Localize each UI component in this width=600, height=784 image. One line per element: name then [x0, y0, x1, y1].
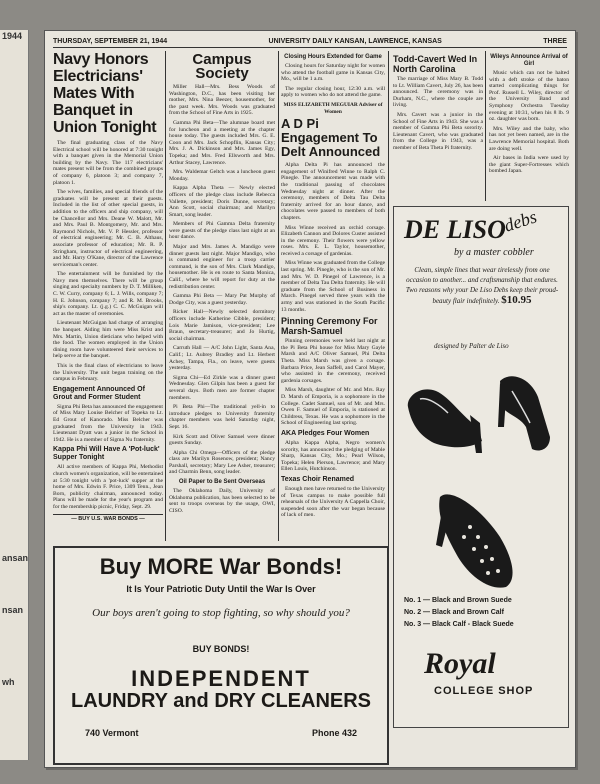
- article-text: The wives, families, and special friends of the graduates will be present at their guests. Included in the list of other special guests, in addition to the officers and ship company, will be Chancellor and Mrs. Deane W. Malott, Mr. and Mrs. Paul B. Montgomery, Mr. and Mrs. Raymond Nichols, Mr. V. P. Hessler, professor of electrical engineering; Mr. C. B. Althaus, associate professor of education; Mr. R. P. Stringham, instructor of electrical engineering, and Mr. Harry O'Kane, director of the Lawrence serviceman's center.: [53, 189, 163, 268]
- article-text: Alpha Kappa Alpha, Negro women's sorority, has announced the pledging of Mable Sharp, Kansas City, Mo.; Pearl Wilson, Topeka; Helen Pierson, Lawrence; and Mary Ellen Louis, Hutchinson.: [281, 439, 385, 473]
- article-text: The entertainment will be furnished by the Navy men themselves. There will be group singing and specialty numbers by D. T. Milliken, C. W. Curry, company 6; L. J. Wills, company 7; H. E. Johnson, company 7; and R. M. Brooks, ship's company. Lt. (j.g.) C. C. McGuigan will act as the master of ceremonies.: [53, 271, 163, 317]
- article-text: Enough men have returned to the University of Texas campus to make possible full rehearsals of the University A Cappella Choir, suspended soon after the war began because of lack of men.: [281, 485, 385, 519]
- headline-texas: Texas Choir Renamed: [281, 475, 355, 483]
- article-text: Mrs. Waldemar Geltch was a luncheon guest Monday.: [169, 169, 275, 182]
- article-text: Kirk Scott and Oliver Samuel were dinner guests Sunday.: [169, 433, 275, 447]
- ad-style-list: [404, 595, 564, 631]
- ad-copy: [402, 265, 562, 306]
- article-text: Sigma Chi—Ed Zirkle was a dinner guest Wednesday. Glen Gilpin has been a guest for several days. Both men are former chapter members.: [169, 374, 275, 401]
- headline-kappa-phi: Kappa Phi Will Have A 'Pot-luck' Supper Tonight: [53, 446, 160, 462]
- article-text: Mrs. Cavert was a junior in the School of Fine Arts in 1943. She was a member of Gamma Phi Beta sorority. Lieutenant Cavert, who was graduated from the College in 1943, was a member of Beta Theta Pi fraternity.: [393, 111, 483, 151]
- article-text: The final graduating class of the Navy Electrical school will be honored at 7:30 tonight with a banquet given in the Memorial Union building by the Navy. The 117 electricians' mates present will be from the combined groups of company 6, platoon 3; and company 7, platoon 1.: [53, 140, 163, 186]
- war-bonds-ad: [53, 546, 389, 765]
- article-text: Mrs. Wiley and the baby, who has not yet been named, are in the Lawrence Memorial hospital. Both are doing well.: [489, 125, 569, 152]
- article-text: Alpha Chi Omega—Officers of the pledge class are Marilyn Rosenow, president; Nancy Parshall, secretary; Mary Lee Asher, treasurer; and Charmin Benn, song leader.: [169, 449, 275, 476]
- ad-copy-text: Clean, simple lines that wear tirelessly from one occasion to another... and craftsmanship that endures. Two reasons why your De Liso Debs keep their proud-beauty flair indefinitely.: [405, 266, 559, 305]
- bond-ad-company: INDEPENDENT: [131, 666, 311, 691]
- article-text: The Oklahoma Daily, University of Oklahoma publication, has been selected to be sent to troops overseas by the usage, OWI, CISO.: [169, 488, 275, 514]
- article-text: Gamma Phi Beta — Mary Pat Murphy of Dodge City, was a guest yesterday.: [169, 293, 275, 306]
- masthead: [53, 35, 567, 48]
- article-text: Miss Winne received an orchid corsage. Elizabeth Cannon and Dolores Custer assisted in the ceremony. Their flowers were yellow roses. Mrs. E. L. Taylor, housemother, received a corsage of gardenias.: [281, 224, 385, 257]
- headline-engagement: Engagement Announced Of Grout and Former Student: [53, 385, 145, 401]
- article-text: Lieutenant McGuigan had charge of arranging the banquet. Aiding him were Miss Krist and Mrs. Martin, Union dieticians who helped with the food. The women employed in the Union dining room have volunteered their services to help serve at the banquet.: [53, 320, 163, 360]
- ad-style-item: No. 1 — Black and Brown Suede: [404, 597, 512, 604]
- bond-ad-headline: Buy MORE War Bonds!: [99, 554, 343, 579]
- ad-tagline: by a master cobbler: [454, 247, 534, 258]
- article-text: Kappa Alpha Theta — Newly elected officers of the pledge class include Rebecca Vallette, president; Doris Dunne, secretary; Ann Scott, social chairman; and Marilyn Smart, song leader.: [169, 185, 275, 218]
- war-bonds-slug: — BUY U.S. WAR BONDS —: [53, 514, 163, 523]
- article-text: Miss Marsh, daughter of Mr. and Mrs. Ray D. Marsh of Emporia, is a sophomore in the College. Cadet Samuel, son of Mr. and Mrs. Owen F. Samuel of Emporia, is stationed at Childress, Texas. He was a sophomore in the School of Engineering last spring.: [281, 387, 385, 427]
- ad-style-item: No. 3 — Black Calf - Black Suede: [404, 621, 514, 628]
- headline-adpi: A D Pi Engagement To Delt Announced: [281, 116, 381, 160]
- headline-navy: Navy Honors Electricians' Mates With Banquet in Union Tonight: [53, 51, 157, 136]
- article-text: All active members of Kappa Phi, Methodist church women's organization, will be entertained at 5:30 tonight with a 'pot-luck' supper at the home of Mrs. Edwin F. Price, 1309 Tenn., Jean Born, publicity chairman, announced today. Plans will be made for the year's program and for the membership picnic, Friday, Sept. 29.: [53, 464, 163, 510]
- article-text: Sigma Phi Beta has announced the engagement of Miss Mary Louise Belcher of Topeka to Lt. Ed Grout of Kanorado. Miss Belcher was graduated from the University in 1943. Lieutenant Dyatt was a junior in the School in 1942. He is a member of Sigma Nu fraternity.: [53, 403, 163, 443]
- bond-ad-question: Our boys aren't going to stop fighting, so why should you?: [92, 607, 350, 619]
- article-text: Air bases in India were used by the giant Super-Fortresses which bombed Japan.: [489, 155, 569, 175]
- article-text: Miller Hall—Mrs. Bess Woods of Washington, D.C., has been visiting her mother, Mrs. Nina Beezer, housemother, for the past week. Mrs. Woods was graduated from the School of Fine Arts in 1925.: [169, 84, 275, 117]
- article-text: Closing hours for Saturday night for women who attend the football game in Kansas City, Mo., will be 1 a.m.: [281, 63, 385, 83]
- adjacent-page-strip: [0, 30, 29, 760]
- article-text: The regular closing hour, 12:30 a.m. will apply to women who do not attend the game.: [281, 85, 385, 99]
- bond-ad-buy: BUY BONDS!: [192, 644, 250, 654]
- ad-store-sub: COLLEGE SHOP: [434, 685, 534, 697]
- shoe-3-icon: [436, 494, 513, 587]
- article-text: Ricker Hall—Newly selected dormitory officers include Katherine Cibble, president; Lois Marie Jamison, vice-president; Lee Braun, secretary-treasurer; and Jo Hurtig, social chairman.: [169, 309, 275, 342]
- shoe-1-icon: [408, 389, 482, 453]
- column-2: [169, 51, 275, 551]
- article-text: Carruth Hall — A/C John Light, Santa Ana, Calif.; Lt. Aubrey Bradley and Lt. Herbert Achey, Tampa, Fla., on leave, were guests yesterday.: [169, 345, 275, 372]
- headline-campus-society: Campus Society: [192, 51, 252, 82]
- strip-fragment: wh: [2, 677, 15, 687]
- masthead-date: THURSDAY, SEPTEMBER 21, 1944: [53, 37, 168, 45]
- column-3: [281, 51, 385, 551]
- shoes-illustration: [400, 357, 562, 592]
- column-rule: [165, 51, 166, 541]
- bond-ad-company-sub: LAUNDRY and DRY CLEANERS: [70, 690, 372, 712]
- strip-fragment: 1944: [2, 31, 23, 41]
- headline-oil-paper: Oil Paper to Be Sent Overseas: [178, 479, 266, 486]
- bond-ad-subline: It Is Your Patriotic Duty Until the War Is Over: [126, 584, 316, 594]
- ad-debs-script: debs: [501, 206, 540, 236]
- article-text: This is the final class of electricians to leave the University. The unit began training on the campus in February.: [53, 363, 163, 383]
- ad-style-item: No. 2 — Black and Brown Calf: [404, 609, 504, 616]
- headline-closing-hours: Closing Hours Extended for Game: [284, 54, 382, 60]
- masthead-page: THREE: [543, 37, 567, 45]
- headline-todd-cavert: Todd-Cavert Wed In North Carolina: [393, 54, 478, 74]
- shoe-2-icon: [498, 376, 550, 450]
- column-rule: [485, 51, 486, 201]
- article-text: Miss Winne was graduated from the College last spring. Mr. Pinegle, who is the son of Mr. and Mrs. W. D. Pinegel of Lawrence, is a member of Delta Tau Delta fraternity. He will graduate from the School of Business in March. Pinegel served three years with the army and was stationed in the South Pacific 13 months.: [281, 260, 385, 313]
- article-text: Members of Phi Gamma Delta fraternity were guests of the pledge class last night at an hour dance.: [169, 221, 275, 241]
- signature-adviser: MISS ELIZABETH MEGUIAR Adviser of Women: [283, 101, 383, 115]
- de-liso-shoe-ad: [393, 206, 569, 728]
- ad-store-name: Royal: [424, 647, 496, 680]
- column-1: [53, 51, 163, 551]
- article-text: Alpha Delta Pi has announced the engagement of Winifred Winne to Ralph C. Pinegle. The announcement was made with the traditional passing of chocolates Wednesday night at dinner. After the ceremony, members of Delta Tau Delta fraternity arrived for an hour dance, and chocolates were passed to members of both chapters.: [281, 162, 385, 221]
- article-text: Gamma Phi Beta—The alumnae board met for luncheon and a meeting at the chapter house today. The guests included Mrs. G. E. Coon and Mrs. Jack Schopflin, Kansas City; Mrs. J. A. Dickinson and Mrs. James Egy, Topeka; and Mrs. Fred Ellsworth and Mrs. Arthur Stacey, Lawrence.: [169, 119, 275, 166]
- headline-wileys: Wileys Announce Arrival of Girl: [490, 54, 568, 67]
- column-rule: [278, 51, 279, 541]
- article-text: Major and Mrs. James A. Mandigo were dinner guests last night. Major Mandigo, who is command engineer for a troop carrier command, is the son of Mrs. Clark Mandigo, housemother. He is en route to Santa Monica, Calif., where he will report for duty at the redistribution center.: [169, 244, 275, 290]
- strip-fragment: nsan: [2, 605, 24, 615]
- newspaper-page: [44, 30, 576, 768]
- article-text: Pinning ceremonies were held last night at the Pi Beta Phi house for Miss Mary Gayle Marsh and A/C Oliver Samuel, Phi Delta Theta. Miss Marsh was given a corsage. Barbara Price, Jean Saffell, and Carol Mayer, who assisted in the ceremony, received gardenia corsages.: [281, 338, 385, 384]
- strip-fragment: ansan: [2, 553, 29, 563]
- article-text: Music which can not be halted with a deft stroke of the baton started complicating things for Prof. Russell L. Wiley, director of the University Band and Symphony Orchestra Tuesday evening at 10:31, when his 8 lb. 9 oz. daughter was born.: [489, 70, 569, 123]
- ad-designer: designed by Palter de Liso: [434, 342, 509, 350]
- article-text: Pi Beta Phi—The traditional yell-in to introduce pledges to University fraternity chapter members was held Saturday night, Sept. 16.: [169, 404, 275, 430]
- column-5: [489, 51, 569, 201]
- article-text: The marriage of Miss Mary B. Todd to Lt. William Cavert, July 26, has been announced. The ceremony was in Durham, N.C., where the couple are living.: [393, 76, 483, 109]
- bond-ad-phone: Phone 432: [311, 728, 357, 738]
- headline-pinning: Pinning Ceremony For Marsh-Samuel: [281, 316, 378, 337]
- bond-ad-address: 740 Vermont: [85, 728, 139, 738]
- masthead-paper: UNIVERSITY DAILY KANSAN, LAWRENCE, KANSAS: [268, 37, 442, 45]
- ad-brand: DE LISO: [404, 215, 506, 244]
- ad-price: $10.95: [501, 294, 532, 306]
- headline-aka: AKA Pledges Four Women: [281, 429, 370, 437]
- column-4: [393, 51, 483, 201]
